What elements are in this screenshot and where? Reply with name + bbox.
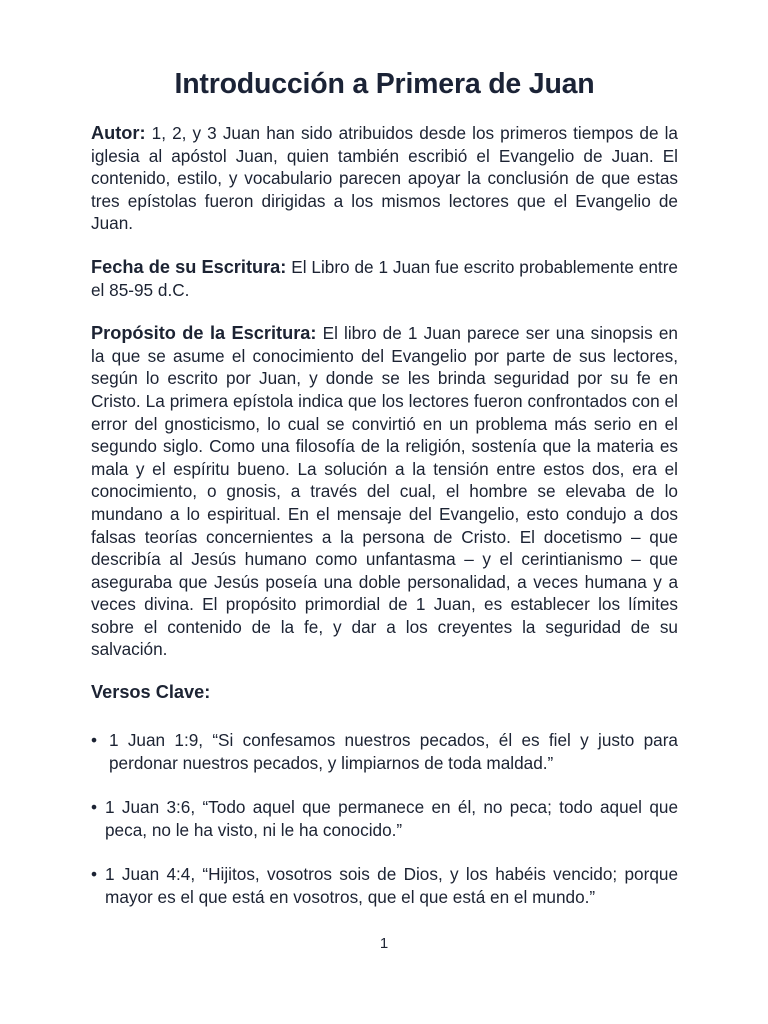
section-text-fecha: El Libro de 1 Juan fue escrito probablemente entre el 85-95 d.C. [91,256,678,300]
section-proposito [91,322,678,661]
section-label-fecha: Fecha de su Escritura: [91,256,287,277]
list-item [91,729,678,774]
bullet-icon: • [91,864,98,885]
key-verses-list [91,729,678,909]
document-page [91,68,678,931]
page-title: Introducción a Primera de Juan [174,68,595,100]
section-label-autor: Autor: [91,123,146,143]
section-label-proposito: Propósito de la Escritura: [91,323,317,344]
page-number: 1 [379,935,389,952]
section-text-autor: 1, 2, y 3 Juan han sido atribuidos desde los primeros tiempos de la iglesia al apóstol Juan, quien también escribió el Evangelio de Juan. El contenido, estilo, y vocabulario parecen apoyar la conclusión de que estas tres epístolas fueron dirigidas a los mismos lectores que el Evangelio de Juan. [91,123,678,234]
bullet-icon: • [91,730,98,751]
list-item [91,796,678,841]
section-autor [91,122,678,235]
bullet-icon: • [91,797,98,818]
list-item [91,863,678,908]
key-verses-heading: Versos Clave: [91,682,211,703]
verse-text: 1 Juan 3:6, “Todo aquel que permanece en él, no peca; todo aquel que peca, no le ha visto, ni le ha conocido.” [105,797,678,840]
verse-text: 1 Juan 1:9, “Si confesamos nuestros pecados, él es fiel y justo para perdonar nuestros pecados, y limpiarnos de toda maldad.” [109,730,678,773]
section-fecha [91,256,678,301]
verse-text: 1 Juan 4:4, “Hijitos, vosotros sois de Dios, y los habéis vencido; porque mayor es el que está en vosotros, que el que está en el mundo.” [105,864,678,908]
section-text-proposito: El libro de 1 Juan parece ser una sinopsis en la que se asume el conocimiento del Evangelio por parte de sus lectores, según lo escrito por Juan, y donde se les brinda seguridad por su fe en Cristo. La primera epístola indica que los lectores fueron confrontados con el error del gnosticismo, lo cual se convirtió en un problema más serio en el segundo siglo. Como una filosofía de la religión, sostenía que la materia es mala y el espíritu bueno. La solución a la tensión entre estos dos, era el conocimiento, o gnosis, a través del cual, el hombre se elevaba de lo mundano a lo espiritual. En el mensaje del Evangelio, esto condujo a dos falsas teorías concernientes a la persona de Cristo. El docetismo – que describía al Jesús humano como unfantasma – y el cerintianismo – que aseguraba que Jesús poseía una doble personalidad, a veces humana y a veces divina. El propósito primordial de 1 Juan, es establecer los límites sobre el contenido de la fe, y dar a los creyentes la seguridad de su salvación. [91,323,678,660]
